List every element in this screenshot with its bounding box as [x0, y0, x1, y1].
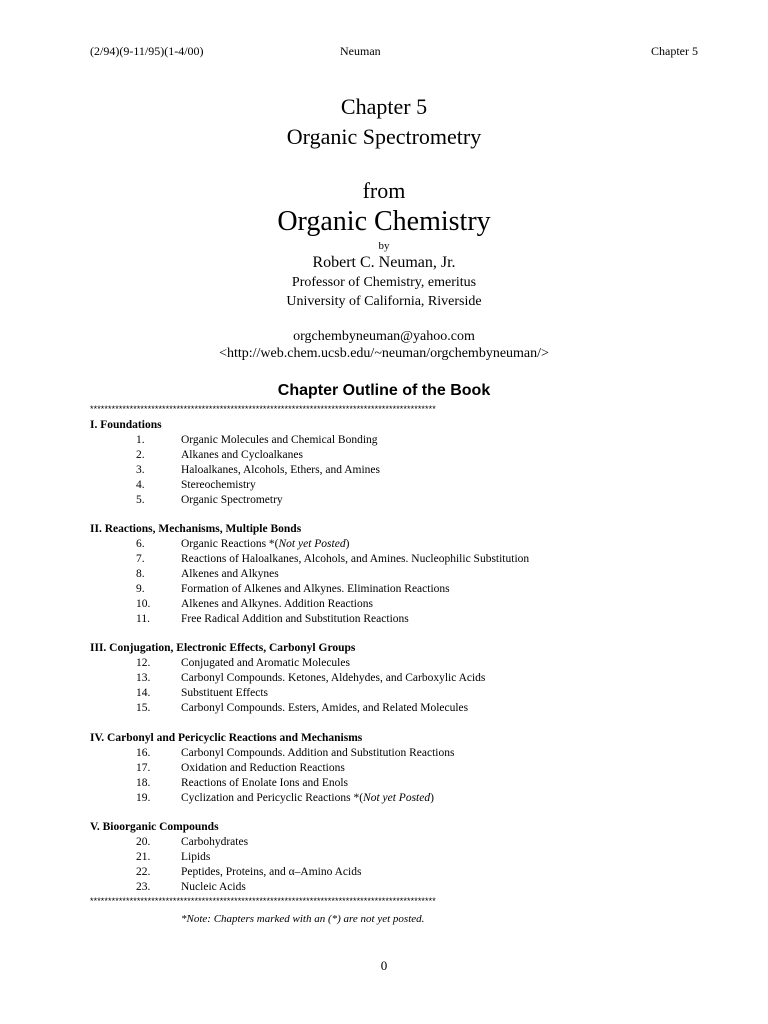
separator-bottom: ************************************************************************************************: [90, 896, 436, 906]
by-label: by: [378, 240, 390, 252]
outline-item-title-text: Peptides, Proteins, and α–Amino Acids: [181, 865, 362, 878]
section-heading: V. Bioorganic Compounds: [90, 821, 219, 833]
outline-item-number: 2.: [136, 448, 145, 461]
outline-item-number: 17.: [136, 761, 151, 774]
outline-item-title-text: Organic Molecules and Chemical Bonding: [181, 434, 378, 446]
outline-item-title: [181, 792, 434, 804]
section-heading: II. Reactions, Mechanisms, Multiple Bonds: [90, 523, 302, 535]
outline-item-title: [181, 464, 380, 476]
outline-item-title-text: Carbonyl Compounds. Ketones, Aldehydes, and Carboxylic Acids: [181, 671, 486, 684]
outline-item-title: [181, 851, 210, 863]
outline-item-title-text: Cyclization and Pericyclic Reactions *(: [181, 791, 364, 804]
outline-item-title-text: Alkenes and Alkynes: [181, 567, 279, 580]
author-email[interactable]: orgchembyneuman@yahoo.com: [293, 329, 475, 344]
outline-item-title-text: Haloalkanes, Alcohols, Ethers, and Amines: [181, 463, 380, 476]
outline-item-number: 18.: [136, 776, 151, 789]
outline-item-number: 5.: [136, 493, 145, 506]
outline-item-title-text: Alkenes and Alkynes. Addition Reactions: [181, 597, 373, 610]
outline-item-title: [181, 672, 485, 684]
outline-item-title: [181, 598, 373, 610]
outline-item-title: [181, 657, 350, 669]
outline-item-number: 14.: [136, 686, 151, 699]
outline-item-number: 4.: [136, 478, 145, 491]
outline-item-number: 10.: [136, 597, 151, 610]
outline-item-number: 19.: [136, 791, 151, 804]
outline-item-title-text: Stereochemistry: [181, 478, 256, 491]
separator-top: ************************************************************************************************: [90, 404, 436, 414]
outline-item-number: 22.: [136, 865, 151, 878]
outline-item-number: 23.: [136, 880, 151, 893]
outline-item-title: [181, 568, 279, 580]
outline-item-title: [181, 613, 409, 625]
page-number: 0: [380, 958, 388, 973]
outline-item-title: [181, 836, 248, 848]
not-posted-note: Not yet Posted: [278, 538, 346, 550]
outline-item-number: 1.: [136, 434, 145, 446]
outline-item-number: 3.: [136, 463, 145, 476]
page-header-left: (2/94)(9-11/95)(1-4/00): [90, 44, 204, 58]
outline-item-title-text: Carbonyl Compounds. Esters, Amides, and Related Molecules: [181, 701, 469, 714]
outline-item-number: 13.: [136, 671, 151, 684]
outline-item-title: [181, 702, 468, 714]
outline-item-title-text: Carbonyl Compounds. Addition and Substitution Reactions: [181, 747, 455, 759]
outline-item-number: 8.: [136, 567, 145, 580]
outline-item-title-text: Oxidation and Reduction Reactions: [181, 761, 345, 774]
outline-item-title-tail: ): [345, 538, 350, 550]
outline-item-title-text: Conjugated and Aromatic Molecules: [181, 657, 350, 669]
outline-item-title-text: Reactions of Haloalkanes, Alcohols, and Amines. Nucleophilic Substitution: [181, 552, 530, 565]
footnote: *Note: Chapters marked with an (*) are not yet posted.: [181, 913, 425, 925]
page-header-right: Chapter 5: [651, 44, 698, 58]
outline-item-number: 20.: [136, 836, 151, 848]
outline-item-number: 12.: [136, 657, 151, 669]
outline-item-title-text: Free Radical Addition and Substitution Reactions: [181, 612, 409, 625]
outline-item-title-text: Alkanes and Cycloalkanes: [181, 448, 303, 461]
outline-item-number: 21.: [136, 850, 151, 863]
outline-item-title: [181, 434, 378, 446]
outline-item-title-text: Formation of Alkenes and Alkynes. Elimination Reactions: [181, 582, 450, 595]
not-posted-note: Not yet Posted: [363, 791, 431, 804]
chapter-subject: Organic Spectrometry: [286, 124, 482, 149]
outline-item-title-text: Lipids: [181, 850, 211, 863]
outline-item-title-text: Organic Spectrometry: [181, 493, 283, 506]
section-heading: IV. Carbonyl and Pericyclic Reactions and Mechanisms: [90, 732, 363, 744]
outline-item-number: 16.: [136, 747, 151, 759]
outline-item-title: [181, 494, 283, 506]
outline-item-title: [181, 449, 303, 461]
outline-item-title-text: Nucleic Acids: [181, 880, 246, 893]
author-university: University of California, Riverside: [286, 294, 482, 309]
outline-item-title-text: Reactions of Enolate Ions and Enols: [181, 776, 349, 789]
outline-item-number: 11.: [136, 612, 150, 625]
section-heading: I. Foundations: [90, 419, 162, 431]
outline-item-title-text: Carbohydrates: [181, 836, 249, 848]
outline-item-title: [181, 866, 361, 878]
outline-item-title-text: Substituent Effects: [181, 686, 268, 699]
outline-item-title: [181, 538, 349, 550]
author-url[interactable]: <http://web.chem.ucsb.edu/~neuman/orgchembyneuman/>: [219, 346, 549, 361]
page-header-center: Neuman: [340, 44, 381, 58]
outline-item-title: [181, 777, 348, 789]
outline-item-title: [181, 583, 450, 595]
book-title: Organic Chemistry: [277, 206, 491, 237]
author-name: Robert C. Neuman, Jr.: [312, 254, 456, 271]
chapter-title: Chapter 5: [340, 94, 428, 119]
outline-title: Chapter Outline of the Book: [277, 382, 491, 399]
outline-item-number: 9.: [136, 582, 145, 595]
outline-item-number: 7.: [136, 552, 145, 565]
from-label: from: [362, 178, 406, 203]
section-heading: III. Conjugation, Electronic Effects, Carbonyl Groups: [90, 642, 356, 654]
outline-item-title: [181, 479, 256, 491]
outline-item-number: 15.: [136, 701, 151, 714]
outline-item-title: [181, 747, 454, 759]
outline-item-title-text: Organic Reactions *(: [181, 538, 279, 550]
outline-item-title: [181, 881, 246, 893]
outline-item-title: [181, 687, 268, 699]
outline-item-title: [181, 762, 345, 774]
outline-item-title-tail: ): [430, 791, 434, 804]
outline-item-number: 6.: [136, 538, 145, 550]
author-position: Professor of Chemistry, emeritus: [291, 275, 477, 290]
outline-item-title: [181, 553, 529, 565]
